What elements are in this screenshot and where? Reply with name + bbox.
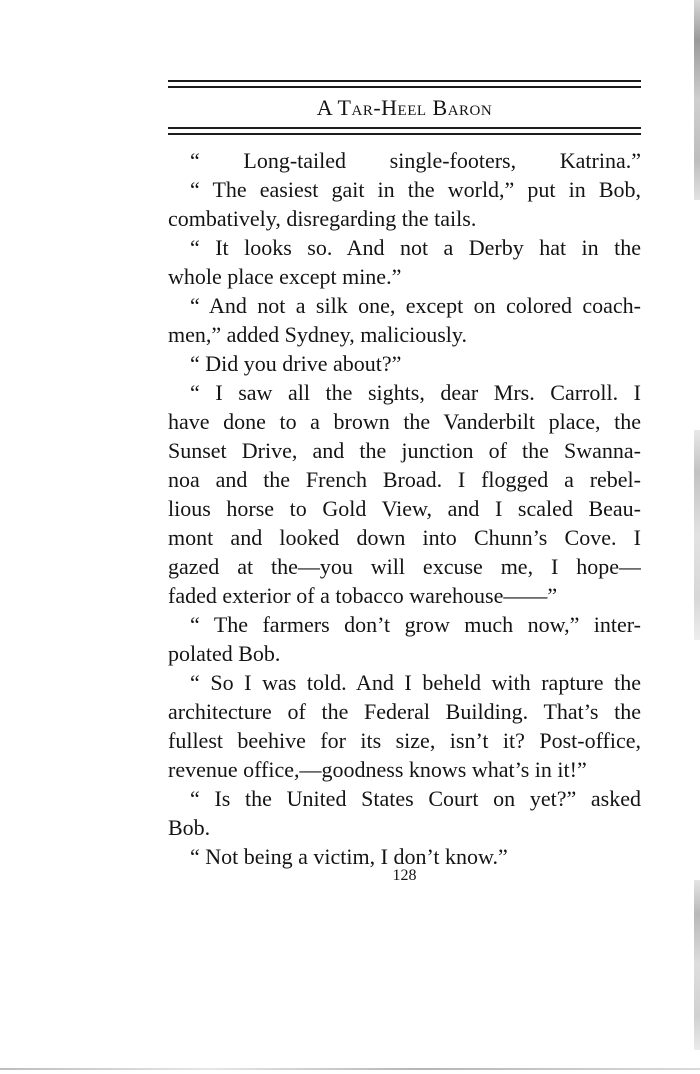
page-edge-shadow-bottom (694, 880, 700, 1050)
text-line: faded exterior of a tobacco warehouse——” (168, 583, 558, 608)
text-line: lious horse to Gold View, and I scaled Beau- (168, 496, 641, 521)
text-line: gazed at the—you will excuse me, I hope— (168, 554, 641, 579)
text-line: whole place except mine.” (168, 264, 402, 289)
header-rule-top-2 (168, 86, 641, 88)
header-rule-bottom-1 (168, 127, 641, 129)
text-line: mont and looked down into Chunn’s Cove. I (168, 525, 641, 550)
text-line: “ It looks so. And not a Derby hat in the (190, 235, 641, 260)
header-rule-top-1 (168, 80, 641, 82)
text-line: men,” added Sydney, maliciously. (168, 322, 467, 347)
text-line: “ Not being a victim, I don’t know.” (190, 844, 508, 869)
text-line: polated Bob. (168, 641, 281, 666)
body-text (168, 146, 641, 871)
text-line: “ Is the United States Court on yet?” asked (190, 786, 641, 811)
text-line: Bob. (168, 815, 211, 840)
text-line: “ I saw all the sights, dear Mrs. Carroll. I (190, 380, 641, 405)
header-rule-bottom-2 (168, 133, 641, 135)
text-line: “ Long-tailed single-footers, Katrina.” (190, 148, 641, 173)
text-line: Sunset Drive, and the junction of the Swanna- (168, 438, 641, 463)
text-line: architecture of the Federal Building. That’s the (168, 699, 641, 724)
page-edge-shadow-middle (694, 430, 700, 640)
page-bottom-edge (0, 1068, 700, 1070)
text-line: “ The easiest gait in the world,” put in Bob, (190, 177, 641, 202)
page-number: 128 (392, 867, 417, 884)
text-line: noa and the French Broad. I flogged a rebel- (168, 467, 641, 492)
text-line: have done to a brown the Vanderbilt place, the (168, 409, 641, 434)
text-line: fullest beehive for its size, isn’t it? Post-office, (168, 728, 641, 753)
text-line: combatively, disregarding the tails. (168, 206, 477, 231)
text-line: “ And not a silk one, except on colored coach- (190, 293, 641, 318)
running-header: A Tar-Heel Baron (316, 95, 493, 120)
text-line: revenue office,—goodness knows what’s in it!” (168, 757, 587, 782)
text-line: “ The farmers don’t grow much now,” inter- (190, 612, 641, 637)
text-line: “ Did you drive about?” (190, 351, 402, 376)
text-line: “ So I was told. And I beheld with rapture the (190, 670, 641, 695)
page-edge-shadow-top (694, 0, 700, 200)
